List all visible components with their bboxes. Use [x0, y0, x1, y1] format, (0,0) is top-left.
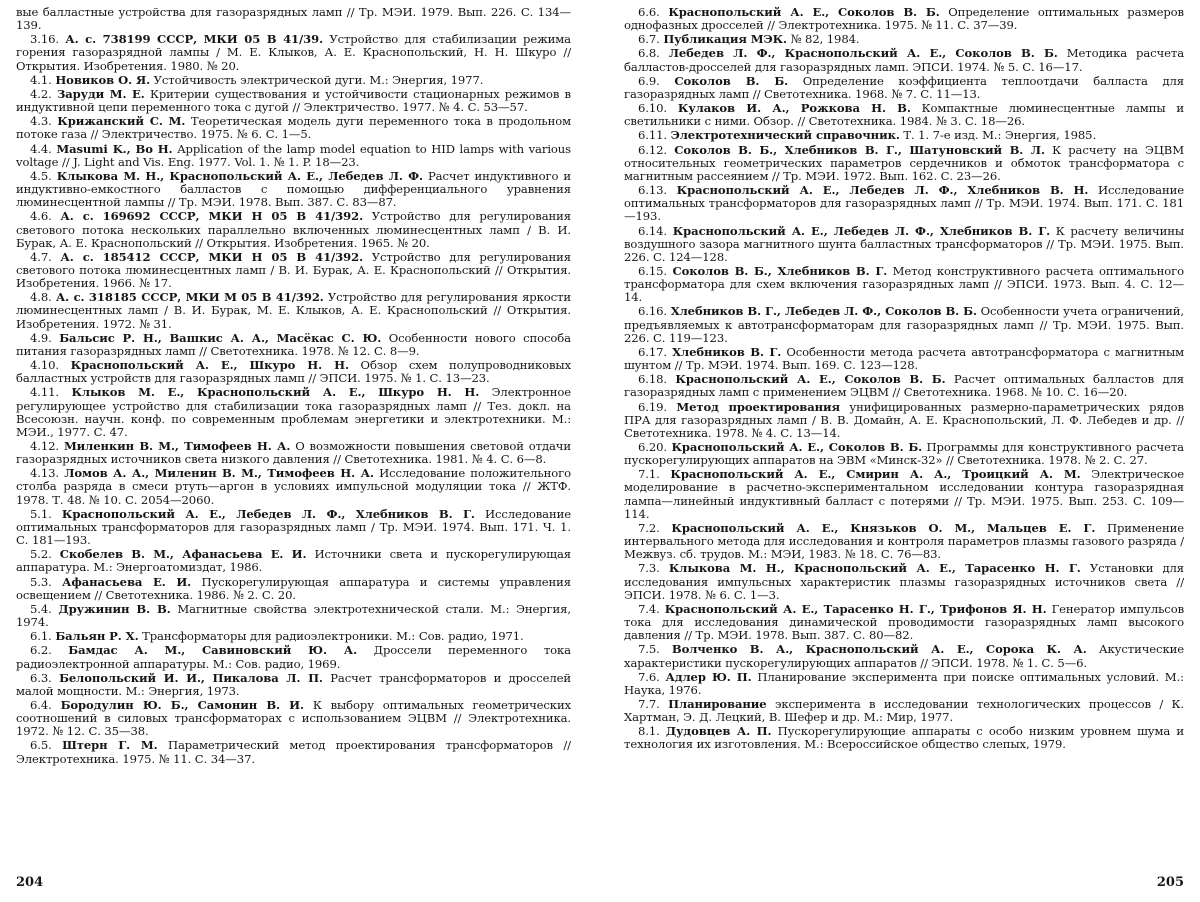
reference-authors: Краснопольский А. Е., Соколов В. Б.	[668, 5, 940, 19]
reference-text: Параметрический метод проектирования трансформаторов // Электротехника. 1975. № 11. С. 34—37.	[16, 738, 571, 766]
reference-text: Методика расчета балластов-дросселей для газоразрядных ламп. ЭПСИ. 1974. № 5. С. 16—17.	[624, 46, 1185, 74]
reference-number: 5.3.	[30, 574, 52, 589]
reference-entry	[16, 699, 571, 738]
reference-authors: Заруди М. Е.	[57, 86, 145, 101]
reference-entry	[16, 739, 571, 765]
reference-text: К расчету на ЭЦВМ относительных геометрических параметров сердечников и обмоток трансформатора с магнитным рассеянием // Тр. МЭИ. 1972. Вып. 162. С. 23—26.	[624, 142, 1184, 183]
reference-text: Теоретическая модель дуги переменного тока в продольном потоке газа // Электричество. 1975. № 6. С. 1—5.	[16, 114, 571, 142]
reference-number: 5.1.	[30, 506, 52, 521]
right-page-number: 205	[1156, 875, 1184, 890]
reference-entry	[624, 102, 1184, 128]
reference-authors: Крижанский С. М.	[57, 114, 186, 129]
reference-number: 4.6.	[30, 209, 52, 224]
reference-number: 6.20.	[638, 440, 667, 454]
reference-text: Трансформаторы для радиоэлектроники. М.: Сов. радио, 1971.	[142, 629, 524, 644]
reference-authors: Краснопольский А. Е., Лебедев Л. Ф., Хлебников В. Г.	[61, 506, 475, 521]
reference-text: унифицированных размерно-параметрических рядов ПРА для газоразрядных ламп / В. В. Домайн, А. Е. Краснопольский, Л. Ф. Лебедев и др. // Светотехника. 1978. № 4. С. 13—14.	[624, 399, 1184, 440]
reference-number: 6.19.	[638, 399, 667, 414]
reference-authors: А. с. 185412 СССР, МКИ Н 05 В 41/392.	[60, 249, 364, 264]
reference-authors: Соколов В. Б.	[674, 73, 789, 88]
reference-authors: Лебедев Л. Ф., Краснопольский А. Е., Соколов В. Б.	[668, 46, 1058, 61]
reference-entry	[16, 576, 571, 602]
reference-authors: А. с. 738199 СССР, МКИ 05 В 41/39.	[65, 32, 324, 47]
reference-authors: Краснопольский А. Е., Тарасенко Н. Г., Трифонов Я. Н.	[664, 601, 1047, 616]
reference-entry	[624, 562, 1184, 601]
reference-authors: Клыков М. Е., Краснопольский А. Е., Шкуро Н. Н.	[71, 385, 480, 400]
reference-text: Устройство для регулирования светового потока люминесцентных ламп / В. И. Бурак, А. Е. Краснопольский // Открытия. Изобретения. 1966. № 17.	[16, 249, 571, 291]
reference-number: 6.8.	[638, 46, 660, 61]
reference-authors: Клыкова М. Н., Краснопольский А. Е., Тарасенко Н. Г.	[668, 561, 1081, 576]
reference-entry	[16, 115, 571, 141]
reference-text: Расчет трансформаторов и дросселей малой мощности. М.: Энергия, 1973.	[16, 670, 572, 698]
reference-text: Особенности учета ограничений, предъявляемых к автотрансформаторам для газоразрядных ламп // Тр. МЭИ. 1975. Вып. 226. С. 119—123.	[624, 304, 1185, 345]
reference-number: 4.5.	[30, 168, 52, 183]
reference-text: Т. 1. 7-е изд. М.: Энергия, 1985.	[903, 128, 1097, 143]
reference-text: Электронное регулирующее устройство для стабилизации тока газоразрядных ламп // Тез. докл. на Всесоюзн. научн. конф. по современным проблемам энергетики и электротехники. М.: МЭИ., 1977. С. 47.	[16, 385, 572, 439]
reference-authors: Ломов А. А., Миленин В. М., Тимофеев Н. А.	[64, 466, 374, 481]
reference-number: 6.17.	[638, 344, 667, 359]
reference-entry	[16, 467, 571, 506]
reference-number: 6.4.	[30, 697, 52, 712]
reference-number: 8.1.	[638, 724, 660, 739]
reference-text: О возможности повышения световой отдачи газоразрядных источников света низкого давления // Светотехника. 1981. № 4. С. 6—8.	[16, 439, 571, 467]
reference-authors: Дудовцев А. П.	[665, 724, 772, 739]
reference-number: 6.12.	[638, 142, 667, 157]
reference-text: К расчету величины воздушного зазора магнитного шунта балластных трансформаторов // Тр. МЭИ. 1975. Вып. 226. С. 124—128.	[624, 223, 1184, 264]
reference-entry	[624, 373, 1184, 399]
reference-number: 7.5.	[638, 642, 660, 657]
reference-authors: Краснопольский А. Е., Шкуро Н. Н.	[70, 358, 349, 373]
reference-number: 7.2.	[638, 520, 660, 535]
reference-authors: Миленкин В. М., Тимофеев Н. А.	[63, 439, 291, 453]
reference-authors: Краснопольский А. Е., Лебедев Л. Ф., Хлебников В. Г.	[672, 223, 1051, 238]
reference-number: 6.18.	[638, 372, 667, 387]
reference-authors: Метод проектирования	[676, 399, 840, 414]
left-page	[16, 6, 571, 896]
reference-entry	[624, 643, 1184, 669]
reference-entry	[16, 440, 571, 466]
reference-entry	[16, 251, 571, 290]
reference-number: 4.4.	[30, 141, 52, 156]
reference-authors: Белопольский И. И., Пикалова Л. П.	[59, 670, 323, 685]
reference-number: 4.13.	[30, 466, 59, 481]
reference-number: 6.2.	[30, 643, 52, 658]
reference-number: 6.14.	[638, 223, 667, 238]
reference-authors: Бальян Р. Х.	[55, 629, 139, 644]
right-page	[624, 6, 1184, 896]
reference-number: 3.16.	[30, 32, 59, 47]
reference-entry	[16, 332, 571, 358]
reference-authors: Публикация МЭК.	[663, 32, 787, 47]
reference-entry	[624, 225, 1184, 264]
reference-entry	[624, 346, 1184, 372]
reference-entry	[16, 508, 571, 547]
reference-authors: Краснопольский А. Е., Соколов В. Б.	[671, 440, 923, 454]
reference-authors: Штерн Г. М.	[62, 738, 158, 753]
reference-number: 6.13.	[638, 183, 667, 198]
reference-entry	[624, 603, 1184, 642]
reference-text: вые балластные устройства для газоразрядных ламп // Тр. МЭИ. 1979. Вып. 226. С. 134—139.	[16, 5, 571, 33]
reference-number: 4.8.	[30, 290, 52, 305]
reference-entry	[16, 88, 571, 114]
reference-authors: Краснопольский А. Е., Лебедев Л. Ф., Хлебников В. Н.	[676, 183, 1089, 198]
reference-text: Электрическое моделирование в расчетно-экспериментальном исследовании контура газоразрядная лампа—линейный индуктивный балласт с потерями // Тр. МЭИ. 1975. Вып. 253. С. 109—114.	[624, 467, 1184, 521]
reference-authors: Хлебников В. Г.	[672, 344, 782, 359]
reference-text: Исследование положительного столба разряда в смеси ртуть—аргон в условиях импульсной модуляции тока // ЖТФ. 1978. Т. 48. № 10. С. 2054—2060.	[16, 466, 572, 507]
reference-number: 7.4.	[638, 601, 660, 616]
reference-text: Исследование оптимальных трансформаторов для газоразрядных ламп / Тр. МЭИ. 1974. Вып. 171. Ч. 1. С. 181—193.	[16, 506, 571, 548]
reference-text: Исследование оптимальных трансформаторов для газоразрядных ламп // Тр. МЭИ. 1974. Вып. 171. С. 181—193.	[624, 183, 1184, 224]
reference-text: Установки для исследования импульсных характеристик плазмы газоразрядных источников света // ЭПСИ. 1978. № 6. С. 1—3.	[624, 561, 1184, 602]
reference-number: 6.1.	[30, 629, 52, 644]
reference-text: Применение интервального метода для исследования и контроля параметров плазмы газового разряда / Межвуз. сб. трудов. М.: МЭИ, 1983. № 18. С. 76—83.	[624, 520, 1184, 562]
reference-entry	[624, 698, 1184, 724]
reference-text: Особенности метода расчета автотрансформатора с магнитным шунтом // Тр. МЭИ. 1974. Вып. 169. С. 123—128.	[624, 344, 1184, 373]
reference-number: 6.3.	[30, 670, 52, 685]
reference-text: Определение оптимальных размеров однофазных дросселей // Электротехника. 1975. № 11. С. 37—39.	[624, 5, 1184, 33]
reference-text: Дроссели переменного тока радиоэлектронной аппаратуры. М.: Сов. радио, 1969.	[16, 643, 571, 671]
reference-authors: Адлер Ю. П.	[665, 669, 752, 684]
reference-text: Устройство для регулирования светового потока нескольких параллельно включенных люминесцентных ламп / В. И. Бурак, А. Е. Краснопольский // Открытия. Изобретения. 1965. № 20.	[16, 209, 571, 250]
reference-text: Критерии существования и устойчивости стационарных режимов в индуктивной цепи переменного тока с дугой // Электричество. 1977. № 4. С. 53—57.	[16, 86, 571, 115]
reference-entry	[16, 359, 571, 385]
reference-authors: Волченко В. А., Краснопольский А. Е., Сорока К. А.	[671, 642, 1087, 657]
reference-number: 4.11.	[30, 385, 59, 400]
reference-text: Магнитные свойства электротехнической стали. М.: Энергия, 1974.	[16, 601, 571, 630]
reference-entry	[16, 74, 571, 87]
reference-authors: Соколов В. Б., Хлебников В. Г.	[672, 263, 888, 278]
reference-number: 6.7.	[638, 32, 660, 47]
reference-authors: Планирование	[668, 696, 767, 711]
reference-authors: Дружинин В. В.	[58, 601, 171, 616]
reference-text: Компактные люминесцентные лампы и светильники с ними. Обзор. // Светотехника. 1984. № 3. С. 18—26.	[624, 101, 1184, 129]
reference-text: Устойчивость электрической дуги. М.: Энергия, 1977.	[153, 72, 484, 87]
reference-authors: Краснопольский А. Е., Князьков О. М., Мальцев Е. Г.	[671, 520, 1096, 535]
reference-entry	[16, 386, 571, 439]
reference-text: Особенности нового способа питания газоразрядных ламп // Светотехника. 1978. № 12. С. 8—9.	[16, 330, 571, 358]
reference-text: Устройство для стабилизации режима горения газоразрядной лампы / М. Е. Клыков, А. Е. Краснопольский, Н. Н. Шкуро // Открытия. Изобретения. 1980. № 20.	[16, 32, 571, 73]
reference-entry	[624, 265, 1184, 304]
reference-text: Расчет индуктивного и индуктивно-емкостного балластов с помощью дифференциального уравнения люминесцентной лампы // Тр. МЭИ. 1978. Вып. 387. С. 83—87.	[16, 168, 571, 210]
reference-entry	[624, 184, 1184, 223]
reference-number: 6.15.	[638, 263, 667, 278]
reference-number: 4.7.	[30, 249, 52, 264]
reference-entry	[624, 725, 1184, 751]
reference-number: 6.6.	[638, 5, 660, 19]
reference-authors: Краснопольский А. Е., Смирин А. А., Троицкий А. М.	[670, 467, 1081, 482]
reference-entry	[624, 75, 1184, 101]
reference-entry	[16, 603, 571, 629]
reference-entry	[16, 630, 571, 643]
reference-authors: Бородулин Ю. Б., Самонин В. И.	[60, 697, 304, 712]
reference-text: Пускорегулирующие аппараты с особо низким уровнем шума и технология их изготовления. М.: Всероссийское общество слепых, 1979.	[624, 724, 1184, 752]
reference-authors: Электротехнический справочник.	[670, 128, 900, 143]
reference-authors: Афанасьева Е. И.	[62, 574, 192, 589]
reference-authors: А. с. 318185 СССР, МКИ М 05 В 41/392.	[55, 290, 324, 305]
reference-authors: Бамдас А. М., Савиновский Ю. А.	[68, 643, 358, 658]
reference-entry	[624, 468, 1184, 521]
reference-authors: Masumi K., Bo H.	[56, 141, 173, 156]
reference-entry	[624, 6, 1184, 32]
reference-number: 6.10.	[638, 101, 667, 116]
reference-text: Источники света и пускорегулирующая аппаратура. М.: Энергоатомиздат, 1986.	[16, 547, 572, 575]
reference-entry	[16, 170, 571, 209]
reference-entry	[16, 672, 571, 698]
right-reference-list	[624, 6, 1184, 752]
reference-number: 6.16.	[638, 304, 667, 319]
reference-number: 4.1.	[30, 72, 52, 87]
reference-authors: Клыкова М. Н., Краснопольский А. Е., Лебедев Л. Ф.	[56, 168, 423, 183]
reference-text: Определение коэффициента теплоотдачи балласта для газоразрядных ламп // Светотехника. 1968. № 7. С. 11—13.	[624, 73, 1184, 101]
reference-number: 4.9.	[30, 330, 52, 345]
reference-text: № 82, 1984.	[790, 32, 860, 47]
reference-text: К выбору оптимальных геометрических соотношений в силовых трансформаторах с использованием ЭЦВМ // Электротехника. 1972. № 12. С. 35—38.	[16, 697, 572, 739]
reference-text: Расчет оптимальных балластов для газоразрядных ламп с применением ЭЦВМ // Светотехника. 1968. № 10. С. 16—20.	[624, 372, 1184, 400]
reference-text: Метод конструктивного расчета оптимального трансформатора для схем включения газоразрядных ламп // ЭПСИ. 1973. Вып. 4. С. 12—14.	[624, 263, 1184, 305]
reference-entry	[16, 644, 571, 670]
reference-number: 4.2.	[30, 86, 52, 101]
reference-entry	[16, 143, 571, 169]
reference-authors: Краснопольский А. Е., Соколов В. Б.	[675, 372, 946, 387]
reference-authors: Бальсис Р. Н., Вашкис А. А., Масёкас С. Ю.	[59, 330, 382, 345]
reference-number: 6.5.	[30, 738, 52, 753]
reference-entry	[16, 210, 571, 249]
reference-text: Устройство для регулирования яркости люминесцентных ламп / В. И. Бурак, М. Е. Клыков, А. Е. Краснопольский // Открытия. Изобретения. 1972. № 31.	[16, 290, 571, 331]
reference-text: Генератор импульсов тока для исследования динамической проводимости газоразрядных ламп высокого давления // Тр. МЭИ. 1978. Вып. 387. С. 80—82.	[624, 601, 1184, 643]
reference-text: Обзор схем полупроводниковых балластных устройств для газоразрядных ламп // ЭПСИ. 1975. № 1. С. 13—23.	[16, 358, 572, 386]
reference-entry	[624, 401, 1184, 440]
reference-entry	[16, 291, 571, 330]
reference-text: Application of the lamp model equation to HID lamps with various voltage // J. Light and Vis. Eng. 1977. Vol. 1. № 1. P. 18—23.	[16, 141, 572, 169]
reference-text: Акустические характеристики пускорегулирующих аппаратов // ЭПСИ. 1978. № 1. С. 5—6.	[624, 642, 1184, 670]
reference-authors: Кулаков И. А., Рожкова Н. В.	[677, 101, 911, 116]
reference-authors: Новиков О. Я.	[55, 72, 150, 87]
reference-authors: Скобелев В. М., Афанасьева Е. И.	[59, 547, 307, 562]
reference-entry	[624, 671, 1184, 697]
reference-entry	[624, 305, 1184, 344]
reference-number: 4.10.	[30, 358, 59, 373]
reference-number: 7.7.	[638, 696, 660, 711]
reference-entry	[16, 6, 571, 32]
reference-entry	[624, 33, 1184, 46]
reference-text: эксперимента в исследовании технологических процессов / К. Хартман, Э. Д. Лецкий, В. Шефер и др. М.: Мир, 1977.	[624, 696, 1184, 725]
left-page-number: 204	[16, 875, 44, 890]
reference-number: 6.11.	[638, 128, 667, 143]
reference-entry	[624, 522, 1184, 561]
reference-entry	[16, 33, 571, 72]
reference-entry	[624, 441, 1184, 467]
reference-text: Программы для конструктивного расчета пускорегулирующих аппаратов на ЭВМ «Минск-32» // Светотехника. 1978. № 2. С. 27.	[624, 440, 1184, 468]
left-reference-list	[16, 6, 571, 766]
reference-entry	[624, 144, 1184, 183]
reference-number: 6.9.	[638, 73, 660, 88]
reference-text: Планирование эксперимента при поиске оптимальных условий. М.: Наука, 1976.	[624, 669, 1184, 697]
reference-number: 7.3.	[638, 561, 660, 576]
reference-entry	[16, 548, 571, 574]
reference-authors: Соколов В. Б., Хлебников В. Г., Шатуновский В. Л.	[674, 142, 1045, 157]
reference-number: 4.12.	[30, 439, 59, 453]
reference-entry	[624, 47, 1184, 73]
reference-entry	[624, 129, 1184, 142]
reference-number: 4.3.	[30, 114, 52, 129]
reference-text: Пускорегулирующая аппаратура и системы управления освещением // Светотехника. 1986. № 2. С. 20.	[16, 574, 571, 602]
reference-authors: Хлебников В. Г., Лебедев Л. Ф., Соколов В. Б.	[670, 304, 977, 319]
reference-number: 7.6.	[638, 669, 660, 684]
reference-number: 5.2.	[30, 547, 52, 562]
reference-authors: А. с. 169692 СССР, МКИ Н 05 В 41/392.	[60, 209, 364, 224]
reference-number: 5.4.	[30, 601, 52, 616]
reference-number: 7.1.	[638, 467, 660, 482]
